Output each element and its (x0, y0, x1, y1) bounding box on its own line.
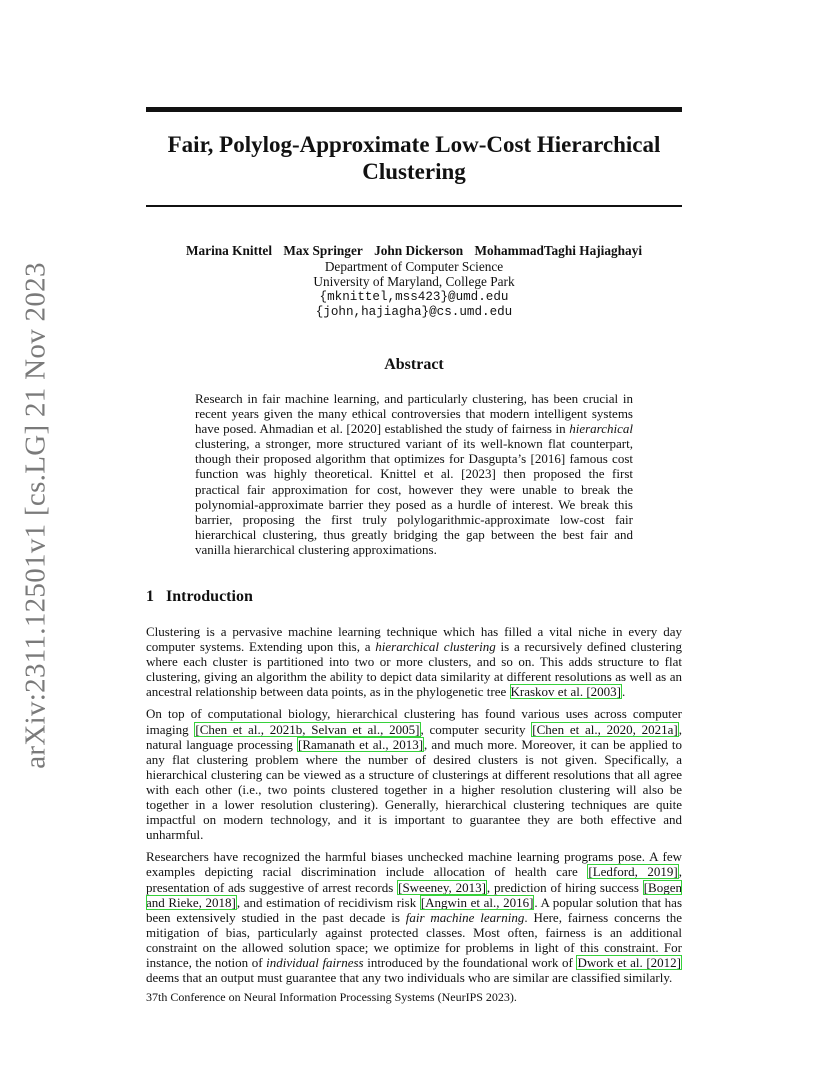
citation-link[interactable]: [Sweeney, 2013] (398, 879, 486, 895)
conference-footnote: 37th Conference on Neural Information Processing Systems (NeurIPS 2023). (146, 990, 517, 1004)
abstract-text: Research in fair machine learning, and particularly clustering, has been crucial in recent years given the many ethical controversies that modern intelligent systems have posed. Ahmadian et al. [2020] established the study of fairness in hierarchical clustering, a stronger, more structured variant of its well-known flat counterpart, though their proposed algorithm that optimizes for Dasgupta’s [2016] famous cost function was highly theoretical. Knittel et al. [2023] then proposed the first practical fair approximation for cost, however they were unable to break the polynomial-approximate barrier they posed as a hurdle of interest. We break this barrier, proposing the first truly polylogarithmic-approximate low-cost fair hierarchical clustering, thus greatly bridging the gap between the best fair and vanilla hierarchical clustering approximations. (195, 391, 633, 557)
author-block (146, 243, 682, 321)
section-title: Introduction (166, 588, 253, 605)
section-number: 1 (146, 588, 154, 605)
author-names (146, 243, 682, 259)
arxiv-identifier: arXiv:2311.12501v1 [cs.LG] 21 Nov 2023 (19, 261, 52, 769)
title-top-rule (146, 107, 682, 112)
paper-title: Fair, Polylog-Approximate Low-Cost Hierarchical Clustering (167, 132, 661, 184)
author-department: Department of Computer Science (324, 258, 504, 274)
paragraph: Researchers have recognized the harmful biases unchecked machine learning programs pose. A few examples depicting racial discrimination include allocation of health care [Ledford, 2019], presentation of ads suggestive of arrest records [Sweeney, 2013], prediction of hiring success [Bogen and Rieke, 2018], and estimation of recidivism risk [Angwin et al., 2016]. A popular solution that has been extensively studied in the past decade is fair machine learning. Here, fairness concerns the mitigation of bias, particularly against protected classes. Most often, fairness is an additional constraint on the allowed solution space; we optimize for problems in light of this constraint. For instance, the notion of individual fairness introduced by the foundational work of Dwork et al. [2012] deems that an output must guarantee that any two individuals who are similar are classified similarly. (146, 849, 683, 986)
citation-link[interactable]: Dwork et al. [2012] (577, 954, 682, 970)
title-bottom-rule (146, 205, 682, 207)
citation-link[interactable]: Kraskov et al. [2003] (510, 684, 621, 700)
citation-link[interactable]: [Ledford, 2019] (588, 864, 678, 880)
introduction-body (146, 624, 682, 992)
citation-link[interactable]: [Angwin et al., 2016] (420, 894, 534, 910)
author-university: University of Maryland, College Park (313, 274, 515, 290)
paragraph: Clustering is a pervasive machine learning technique which has filled a vital niche in every day computer systems. Extending upon this, a hierarchical clustering is a recursively defined clustering where each cluster is partitioned into two or more clusters, and so on. This adds structure to flat clustering, giving an algorithm the ability to depict data similarity at different resolutions as well as an ancestral relationship between data points, as in the phylogenetic tree Kraskov et al. [2003]. (146, 624, 682, 700)
citation-link[interactable]: [Chen et al., 2020, 2021a] (532, 721, 678, 737)
author-name: Marina Knittel (185, 243, 273, 258)
paragraph: On top of computational biology, hierarchical clustering has found various uses across computer imaging [Chen et al., 2021b, Selvan et al., 2005], computer security [Chen et al., 2020, 2021a], natural language processing [Ramanath et al., 2013], and much more. Moreover, it can be applied to any flat clustering problem where the number of desired clusters is not given. Specifically, a hierarchical clustering can be viewed as a structure of clusterings at different resolutions that all agree with each other (i.e., two points clustered together in a higher resolution clustering will also be together in a lower resolution clustering). Generally, hierarchical clustering techniques are quite impactful on modern technology, and it is important to guarantee they are both effective and unharmful. (146, 706, 682, 843)
arxiv-sidebar-stamp (6, 230, 66, 800)
citation-link[interactable]: [Bogen and Rieke, 2018] (146, 879, 682, 910)
abstract-heading: Abstract (384, 356, 444, 373)
author-name: John Dickerson (374, 243, 464, 258)
citation-link[interactable]: [Ramanath et al., 2013] (298, 736, 424, 752)
citation-link[interactable]: [Chen et al., 2021b, Selvan et al., 2005] (195, 721, 420, 737)
author-name: Max Springer (283, 243, 363, 258)
author-name: MohammadTaghi Hajiaghayi (474, 243, 643, 258)
author-email: {mknittel,mss423}@umd.edu (319, 289, 509, 304)
author-email: {john,hajiagha}@cs.umd.edu (315, 305, 513, 320)
section-heading (146, 588, 253, 606)
